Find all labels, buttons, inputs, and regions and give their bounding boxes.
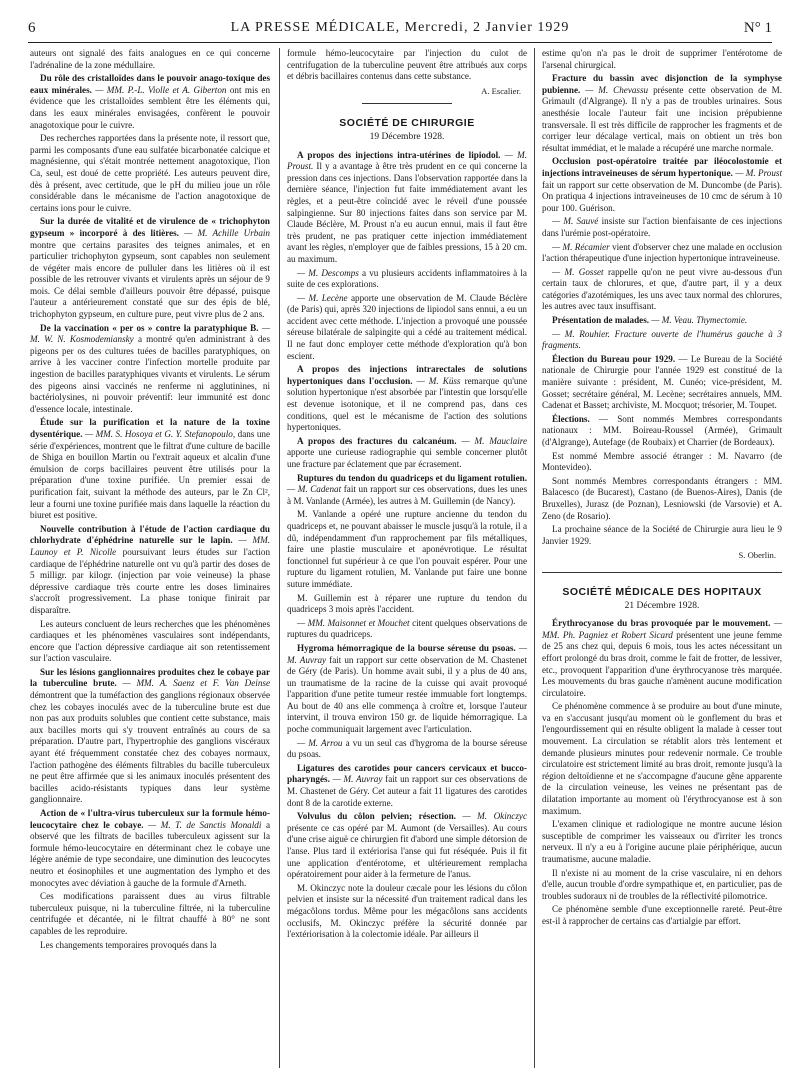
article-author: — M. Gosset [552,266,604,277]
article-author: — M. Auvray [332,774,383,785]
column-middle [287,48,527,943]
paragraph: M. Guillemin est à réparer une rupture du tendon du quadriceps 3 mois après l'accident. [287,592,527,615]
column-divider [279,48,280,1068]
signature: A. Escalier. [481,85,521,96]
article-text: a observé que les filtrats de bacilles tuberculeux agissent sur la formule hémo-leucocytaire en déterminant chez le cobaye une légère anémie de type secondaire, une diminution des leucocytes neutro et éosinophiles et une augmentation des lympho et des monocytes avec déviation à gauche de la formule d'Arneth. [30,819,270,888]
article [287,150,527,266]
article-author: — M. Rouhier. Fracture ouverte de l'humérus gauche à 3 fragments. [542,328,782,351]
paragraph: Les changements temporaires provoqués dans la [40,939,217,950]
section-date: 21 Décembre 1928. [624,600,700,611]
paragraph: L'examen clinique et radiologique ne montre aucune lésion susceptible de comprimer les vaisseaux ou d'irriter les troncs nerveux. Il n'y a eu à l'origine aucune plaie périphérique, aucun traumatisme, aucune maladie. [542,819,782,864]
article-author: — M. Arrou [297,737,343,748]
paragraph: Ces modifications paraissent dues au virus filtrable tuberculeux puisque, ni la tuberculine filtrée, ni la tuberculine centrifugée et décantée, ni le filtrat chauffé à 80° ne sont capables de les reproduire. [30,891,270,936]
article-title: Ruptures du tendon du quadriceps et du ligament rotulien. [297,472,527,483]
article [542,414,782,449]
article [287,643,527,736]
article-author: — M. Veau. Thymectomie. [651,315,748,326]
article [30,417,270,521]
paragraph: Des recherches rapportées dans la présente note, il ressort que, parmi les composants d'une eau sulfatée bicarbonatée calcique et magnésienne, qui s'était montrée nettement anagotoxique, l'ion Ca, seul, est doué de cette propriété. Les auteurs peuvent dire, dès à présent, avec certitude, que le pH du milieu joue un rôle considérable dans le mécanisme de l'action anagotoxique de certains ions pour le cuivre. [30,133,270,213]
article-author: — M. Descomps [297,267,359,278]
article-author: — M. Chevassu [585,84,649,95]
article-author: — M. Cadenat [287,484,342,495]
article-text: fait un rapport sur cette observation de M. Chastenet de Géry (de Paris). Un homme avait subi, il y a plus de 40 ans, un traumatisme de la racine de la cuisse qui avait provoqué l'apparition d'une petite tumeur restée immuable fort longtemps. Au bout de 40 ans elle commença à croître et, lorsque l'auteur intervint, il trouva environ 150 gr. de liquide hémorragique. La poche communiquait largement avec l'articulation. [287,654,528,735]
article-title: Érythrocyanose du bras provoquée par le mouvement. [552,618,771,629]
article [287,763,527,809]
article-text: a montré qu'en administrant à des pigeons per os des cultures tuées de bacilles paratyphiques, on arrive à les vacciner contre l'infection mortelle produite par ingestion de bacilles paratyphiques vivants et virulents. Le sérum des pigeons ainsi vaccinés ne renferme ni agglutinines, ni bactériolysines, ni pouvoir préventif: leur immunité est donc d'essence locale, intestinale. [30,334,271,414]
article-title: A propos des fractures du calcanéum. [297,435,457,446]
article-text: rappelle qu'on ne peut vivre au-dessous d'un certain taux de chlorures, et que, d'autre part, il y a deux catégories d'azotémiques, les uns avec taux normal des chlorures, les autres avec taux insuffisant. [542,266,783,312]
article-title: Nouvelle contribution à l'étude de l'action cardiaque du chlorhydrate d'éphédrine naturelle sur le lapin. [30,523,270,546]
article-title: A propos des injections intrarectales de solutions hypertoniques dans l'occlusion. [287,364,527,386]
article-author: — MM. Maisonnet et Mouchet [297,617,410,628]
journal-title: LA PRESSE MÉDICALE, Mercredi, 2 Janvier 1929 [230,20,570,35]
paragraph: Ce phénomène commence à se produire au bout d'une minute, va en s'accusant jusqu'au moment où le gonflement du bras et l'engourdissement qui en résulte obligent la malade à cesser tout mouvement. La circulation se rétablit alors très lentement et demande plusieurs minutes pour redevenir normale. Ce trouble circulatoire est strictement limité au bras droit, remonte jusqu'à la région deltoïdienne et ne s'accompagne d'aucune gêne apparente de la circulation veineuse, les veines ne présentant pas de dilatation importante au moment où l'érythrocyanose est à son maximum. [542,701,782,816]
article [287,364,527,434]
article-title: A propos des injections intra-utérines de lipiodol. [297,149,501,160]
article [30,524,270,617]
article [542,618,782,699]
article-text: Il y a avantage à être très prudent en ce qui concerne la pression dans ces injections. Dans l'observation rapportée dans la dernière séance, l'injection fut faite immédiatement avant les règles, et a peut-être coïncidé avec le réveil d'une poussée salpingienne. Sur 80 injections faites dans son service par M. Claude Béclère, M. Proust n'a eu aucun ennui, mais il faut être très prudent, ne pas pratiquer cette injection immédiatement avant les règles, n'employer que de faibles pressions, 15 à 20 cm. au maximum. [287,161,528,264]
article [30,73,270,131]
article-author: — M. Récamier [552,241,610,252]
article [542,315,782,327]
article [542,354,782,412]
paragraph [542,267,782,313]
paragraph: formule hémo-leucocytaire par l'injection du culot de centrifugation de la tuberculine peuvent être attribués aux corps et débris bacillaires contenus dans cette substance. [287,48,527,82]
paragraph: Les auteurs concluent de leurs recherches que les phénomènes cardiaques et les phénomènes vasculaires sont indépendants, encore que l'action dépressive cardiaque ait son retentissement sur l'action vasculaire. [30,618,270,664]
article-text: apporte une curieuse radiographie qui semble concerner plutôt une fracture par éclatement que par écrasement. [287,447,527,469]
article-title: Élection du Bureau pour 1929. [552,353,676,364]
article-title: De la vaccination « per os » contre la paratyphique B. [40,322,259,333]
article-text: fait un rapport sur ces observations de M. Chastenet de Géry. Cet auteur a fait 11 ligatures des carotides dont 8 de la carotide externe. [287,774,527,808]
paragraph [542,242,782,265]
paragraph: Ce phénomène semble d'une exceptionnelle rareté. Peut-être est-il à rapprocher de certains cas d'artialgie par effort. [542,904,782,926]
paragraph [287,738,527,761]
section-rule [542,572,782,573]
article-author: — M. Okinczyc [462,811,528,822]
issue-number: N° 1 [743,20,772,36]
column-divider [534,48,535,1068]
article-author: — M. Lecène [297,292,348,303]
article-author: — M. Auvray [287,642,527,665]
article-author: — M. Proust. [287,149,528,172]
article-author: — MM. A. Saenz et F. Van Deinse [122,678,270,689]
article-author: — M. T. de Sanctis Monaldi [148,819,262,830]
article [542,73,782,154]
article [287,436,527,471]
column-right [542,48,782,930]
article-text: a vu plusieurs accidents inflammatoires à la suite de ces explorations. [287,267,527,290]
paragraph: Est nommé Membre associé étranger : M. Navarro (de Montevideo). [542,450,782,473]
article [30,216,270,320]
section-title: SOCIÉTÉ DE CHIRURGIE [339,117,475,130]
article [30,323,270,416]
signature: S. Oberlin. [738,550,776,561]
article-title: Sur les lésions ganglionnaires produites chez le cobaye par la tuberculine brute. [30,666,270,689]
article-title: Volvulus du côlon pelvien; résection. [297,811,456,822]
article-title: Présentation de malades. [552,315,650,326]
paragraph [287,293,527,363]
paragraph: auteurs ont signalé des faits analogues en ce qui concerne l'adrénaline de la zone médullaire. [30,48,270,70]
article-text: remarque qu'une solution hypertonique n'est absorbée par l'intestin que lorsqu'elle est devenue isotonique, et il ne comprend pas, dans ces conditions, quel est le mécanisme de l'action des solutions hypertoniques. [287,375,528,433]
paragraph: La prochaine séance de la Société de Chirurgie aura lieu le 9 Janvier 1929. [542,524,782,546]
article-text: apporte une observation de M. Claude Béclère (de Paris) qui, après 320 injections de lipiodol sans ennui, a eu un accident avec cette méthode. L'injection a provoqué une poussée séreuse bilatérale de salpingite qui a cédé au traitement médical. Il ne faut donc employer cette méthode d'exploration qu'à bon escient. [287,292,527,361]
article [30,667,270,806]
article-author: — MM. S. Hosoya et G. Y. Stefanopoulo, [84,429,236,439]
article [287,811,527,881]
article-title: Action de « l'ultra-virus tuberculeux sur la formule hémo-leucocytaire chez le cobaye. [30,808,270,830]
article-text: présente cette observation de M. Grimault (d'Algrange). Il n'y a pas de troubles urinaires. Sous anesthésie locale l'auteur fait une incision prépubienne transversale. Il est très difficile de rapprocher les fragments et de corriger leur décalage vertical, mais on obtient un très bon résultat immédiat, et le malade a récupéré une marche normale. [542,84,783,153]
paragraph: M. Vanlande a opéré une rupture ancienne du tendon du quadriceps et, ne pouvant abaisser le muscle jusqu'à la rotule, il a dû, indépendamment d'un rapprochement par fils métalliques, faire une plastie musculaire et aponévrotique. Le résultat fonctionnel fut supérieur à ce que l'on pouvait espérer. Pour une rupture du ligament rotulien, M. Vanlande put faire une bonne suture immédiate. [287,509,527,589]
page-number: 6 [28,20,36,36]
article-text: insiste sur l'action bienfaisante de ces injections dans l'urémie post-opératoire. [542,216,782,238]
article-title: Élections. [552,413,590,424]
article-author: — M. W. N. Kosmodemiansky [30,322,270,345]
section-rule [362,103,452,104]
article-title: Occlusion post-opératoire traitée par iléocolostomie et injections intraveineuses de sérum hypertonique. [542,156,782,178]
article-text: vient d'observer chez une malade en occlusion l'action thérapeutique d'une injection hypertonique intraveineuse. [542,241,782,264]
article-title: Fracture du bassin avec disjonction de la symphyse pubienne. [542,73,782,95]
article [30,808,270,889]
paragraph: M. Okinczyc note la douleur cæcale pour les lésions du côlon pelvien et insiste sur la nécessité d'un traitement radical dans les mégacôlons tordus. Même pour les mégacôlons sans accidents occlusifs, M. Okinczyc préfère la sécurité donnée par l'extériorisation à la colectomie idéale. Par ailleurs il [287,882,527,940]
article-text: fait un rapport sur cette observation de M. Duncombe (de Paris). On pratiqua 4 injections intraveineuses de 10 cmc de sérum à 10 pour 100. Guérison. [542,179,782,213]
article [287,473,527,508]
column-left [30,48,270,953]
paragraph: Il n'existe ni au moment de la crise vasculaire, ni en dehors d'elle, aucun trouble d'ordre sympathique et, en particulier, pas de troubles sudoraux ni de troubles de la réflectivité pilomotrice. [542,867,782,901]
article-title: Hygroma hémorragique de la bourse séreuse du psoas. [297,642,516,653]
section-title: SOCIÉTÉ MÉDICALE DES HOPITAUX [562,585,762,598]
article-text: fait un rapport sur ces observations, dues les unes à M. Vanlande (Armée), les autres à M. Guillemin (de Nancy). [287,484,528,506]
paragraph [542,329,782,352]
article-author: — M. Achille Urbain [184,227,270,238]
article-author: — M. Küss [416,375,461,386]
article-title: Ligatures des carotides pour cancers cervicaux et bucco-pharyngés. [287,762,527,785]
article-author: — M. Proust [735,167,783,178]
article-text: présentent une jeune femme de 25 ans chez qui, depuis 6 mois, tous les actes nécessitant un effort prolongé du bras droit, comme le fait de frotter, de lessiver, etc., provoquent l'apparition d'une érythrocyanose très marquée. Les mouvements du bras gauche n'amènent aucune modification circulatoire. [542,629,782,698]
article-text: a vu un seul cas d'hygroma de la bourse séreuse du psoas. [287,737,527,760]
section-date: 19 Décembre 1928. [369,131,445,142]
article-text: démontrent que la tuméfaction des ganglions régionaux observée chez les cobayes inoculés avec de la tuberculine brute est due non pas aux produits solubles que contient cette substance, mais aux bacilles morts qui s'y trouvent entraînés au cours de sa préparation. D'autre part, l'hypertrophie des ganglions viscéraux ayant été fréquemment constatée chez des cobayes normaux, l'action pathogène des éléments filtrables du bacille tuberculeux ne peut être affirmée que si les animaux inoculés présentent des bacilles acido-résistants typiques dans leur système ganglionnaire. [30,690,270,805]
paragraph: estime qu'on n'a pas le droit de supprimer l'entérotome de l'arsenal chirurgical. [542,48,782,70]
paragraph: Sont nommés Membres correspondants étrangers : MM. Balacesco (de Bucarest), Castano (de Buenos-Aires), Danis (de Bruxelles), Jurasz (de Poznan), Lesniowski (de Varsovie) et A. Zeno (de Rosario). [542,475,782,521]
article-text: poursuivant leurs études sur l'action cardiaque de l'éphédrine naturelle ont vu qu'à partir des doses de 5 milligr. par kilogr. (injection par voie veineuse) la phase dépressive cardiaque très courte entre les doses liminaires s'accroît progressivement. La phase tonique finirait par disparaître. [30,546,271,615]
article-text: ont mis en évidence que les cristalloïdes semblent être les éléments qui, dans les eaux minérales envisagées, confèrent le pouvoir anagotoxique pour le cuivre. [30,84,271,130]
article-author: — M. Sauvé [552,216,599,227]
article-text: présente ce cas opéré par M. Aumont (de Versailles). Au cours d'une crise aiguë ce chirurgien fit d'abord une simple détorsion de l'anse. Plus tard il extériorisa l'anse qui fut réséquée. Puis il fit une application d'entérotome, et ultérieurement remplacha opératoirement pour aider à la fermeture de l'anus. [287,822,527,880]
article-author: — M. Mauclaire [461,435,527,446]
paragraph [287,618,527,641]
article-text: — Le Bureau de la Société nationale de Chirurgie pour l'année 1929 est constitué de la manière suivante : président, M. Cunéo; vice-président, M. Gosset; secrétaire général, M. Lecène; secrétaires annuels, MM. Cadenat et Basset; archiviste, M. Mocquot; trésorier, M. Toupet. [542,353,783,411]
article-author: — MM. P.-L. Violle et A. Giberton [95,84,227,95]
paragraph [542,216,782,239]
article-text: citent quelques observations de ruptures du quadriceps. [287,617,528,640]
article-title: Étude sur la purification et la nature de la toxine dysentérique. [30,417,270,439]
article-text: — Sont nommés Membres correspondants nationaux : MM. Boireau-Roussel (Armée), Grimault (d'Algrange), Autefage (de Roubaix) et Charrier (de Bordeaux). [542,413,782,447]
article-author: — MM. Ph. Pagniez et Robert Sicard [542,618,783,640]
article-title: Du rôle des cristalloïdes dans le pouvoir anago-toxique des eaux minérales. [30,73,270,95]
page-header [28,18,772,40]
article-title: Sur la durée de vitalité et de virulence de « trichophyton gypseum » incorporé à des litières. [30,216,270,238]
paragraph [287,268,527,291]
article-text: montre que certains parasites des teignes animales, et en particulier trichophyton gypseum, sont capables non seulement de végéter mais encore de pulluler dans les litières où il est possible de les retrouver vivants et virulents après un séjour de 9 mois. Ce délai semble d'ailleurs pouvoir être dépassé, puisque l'auteur a antérieurement constaté que sur des épis de blé, trichophyton gypseum, en culture pure, peut vivre plus de 2 ans. [30,239,270,320]
article-text: dans une série d'expériences, montrent que le filtrat d'une culture de bacille de Shiga en bouillon Martin ou l'extrait aqueux et alcalin d'une émulsion de corps bacillaires peuvent être utilisés pour la préparation d'une toxine purifiée. Un premier essai de purification fait, suivant la méthode des auteurs, par le Zn Cl², leur a fourni une toxine purifiée mais dans laquelle la réaction du biuret est positive. [30,429,271,521]
article-author: — MM. Launoy et P. Nicolle [30,535,270,557]
header-rule [28,42,772,43]
article [542,156,782,214]
